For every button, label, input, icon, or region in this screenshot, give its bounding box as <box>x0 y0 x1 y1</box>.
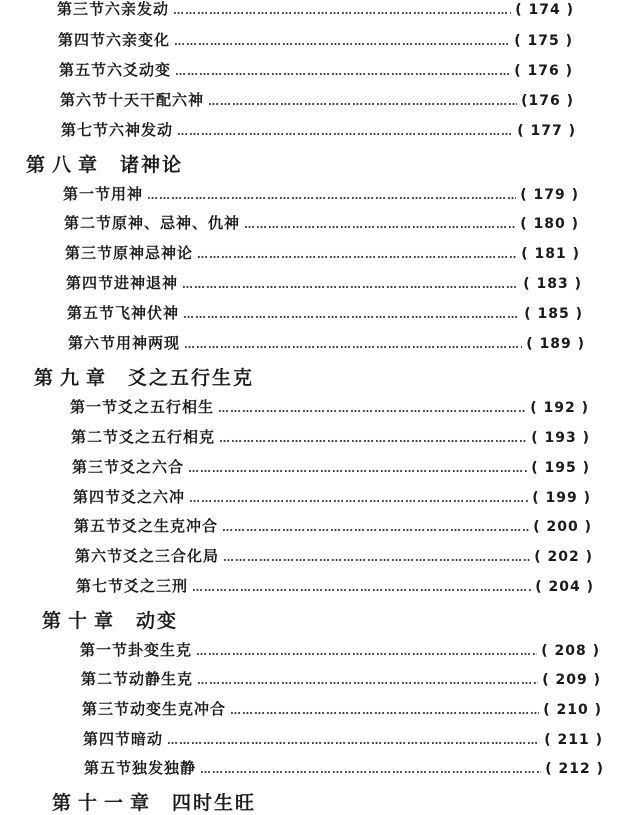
toc-section-row[interactable] <box>64 212 579 233</box>
section-title: 独发独静 <box>132 759 197 777</box>
dot-leader <box>218 402 526 415</box>
page-number: ( 177 ) <box>517 123 576 139</box>
section-title: 暗动 <box>131 730 164 748</box>
section-number: 第三节 <box>57 0 106 18</box>
page-number: ( 209 ) <box>542 672 601 688</box>
page-number: ( 175 ) <box>514 33 573 49</box>
toc-chapter-heading[interactable] <box>34 363 254 390</box>
section-number: 第四节 <box>66 274 115 292</box>
section-title: 动静生克 <box>129 670 194 688</box>
chapter-title: 动变 <box>136 610 179 632</box>
toc-section-row[interactable] <box>82 698 602 719</box>
section-title: 六亲变化 <box>106 31 171 49</box>
section-number: 第一节 <box>63 185 112 203</box>
section-title: 十天干配六神 <box>108 91 205 109</box>
section-number: 第七节 <box>76 577 125 595</box>
toc-section-row[interactable] <box>74 515 592 536</box>
toc-section-row[interactable] <box>58 29 573 50</box>
section-number: 第六节 <box>68 334 117 352</box>
section-number: 第六节 <box>75 547 124 565</box>
dot-leader <box>192 581 531 594</box>
toc-section-row[interactable] <box>60 89 574 110</box>
toc-section-row[interactable] <box>57 0 574 19</box>
toc-section-row[interactable] <box>66 272 582 293</box>
section-title: 爻之三刑 <box>124 577 189 595</box>
toc-section-row[interactable] <box>76 575 594 596</box>
toc-section-row[interactable] <box>84 757 604 778</box>
toc-section-row[interactable] <box>72 456 590 477</box>
dot-leader <box>175 65 510 78</box>
page-number: ( 202 ) <box>534 549 593 565</box>
page-number: ( 189 ) <box>526 336 585 352</box>
chapter-title: 诸神论 <box>120 154 184 176</box>
toc-section-row[interactable] <box>71 426 590 447</box>
section-number: 第七节 <box>61 121 110 139</box>
dot-leader <box>197 674 538 687</box>
page-number: ( 200 ) <box>533 519 592 535</box>
section-title: 六爻动变 <box>107 61 172 79</box>
toc-section-row[interactable] <box>80 639 600 660</box>
dot-leader <box>173 4 511 17</box>
page-number: ( 193 ) <box>531 430 590 446</box>
dot-leader <box>183 308 520 321</box>
section-number: 第五节 <box>74 517 123 535</box>
chapter-title: 爻之五行生克 <box>128 367 255 389</box>
page-number: ( 211 ) <box>544 732 603 748</box>
dot-leader <box>182 278 519 291</box>
section-number: 第五节 <box>67 304 116 322</box>
section-number: 第一节 <box>80 641 129 659</box>
page-number: ( 199 ) <box>532 490 591 506</box>
toc-section-row[interactable] <box>83 728 603 749</box>
page-number: ( 176 ) <box>514 63 573 79</box>
section-title: 爻之五行相生 <box>118 398 215 416</box>
page-number: ( 174 ) <box>515 2 574 18</box>
section-number: 第五节 <box>84 759 133 777</box>
chapter-number: 第十一章 <box>52 792 157 814</box>
section-number: 第三节 <box>72 458 121 476</box>
dot-leader <box>188 462 527 475</box>
dot-leader <box>208 95 517 108</box>
section-number: 第三节 <box>65 244 114 262</box>
toc-chapter-heading[interactable] <box>42 606 178 633</box>
dot-leader <box>174 35 510 48</box>
dot-leader <box>177 125 513 138</box>
toc-section-row[interactable] <box>61 119 576 140</box>
page-number: ( 181 ) <box>521 246 580 262</box>
section-title: 动变生克冲合 <box>130 700 227 718</box>
chapter-number: 第十章 <box>42 610 121 632</box>
section-number: 第一节 <box>70 398 119 416</box>
section-number: 第二节 <box>64 214 113 232</box>
section-number: 第二节 <box>71 428 120 446</box>
dot-leader <box>200 763 541 776</box>
page-number: ( 208 ) <box>541 643 600 659</box>
dot-leader <box>219 432 527 445</box>
page-number: ( 195 ) <box>531 460 590 476</box>
section-number: 第四节 <box>73 488 122 506</box>
dot-leader <box>189 492 528 505</box>
page-number: ( 204 ) <box>535 579 594 595</box>
toc-chapter-heading[interactable] <box>52 788 256 815</box>
section-number: 第三节 <box>82 700 131 718</box>
chapter-title: 四时生旺 <box>172 792 257 814</box>
dot-leader <box>197 248 517 261</box>
toc-chapter-heading[interactable] <box>26 150 183 177</box>
toc-section-row[interactable] <box>59 59 573 80</box>
section-title: 用神 <box>111 185 144 203</box>
page-number: ( 210 ) <box>543 702 602 718</box>
toc-section-row[interactable] <box>70 396 589 417</box>
dot-leader <box>167 734 540 747</box>
page-number: ( 192 ) <box>530 400 589 416</box>
dot-leader <box>230 704 539 717</box>
section-title: 爻之六冲 <box>121 488 186 506</box>
section-title: 飞神伏神 <box>115 304 180 322</box>
section-title: 六神发动 <box>109 121 174 139</box>
dot-leader <box>196 645 537 658</box>
section-title: 爻之三合化局 <box>123 547 220 565</box>
toc-section-row[interactable] <box>81 668 601 689</box>
chapter-number: 第八章 <box>26 154 105 176</box>
section-number: 第六节 <box>60 91 109 109</box>
toc-section-row[interactable] <box>75 545 593 566</box>
page-number: ( 183 ) <box>523 276 582 292</box>
toc-section-row[interactable] <box>68 332 585 353</box>
section-title: 用神两现 <box>116 334 181 352</box>
page-number: ( 212 ) <box>545 761 604 777</box>
dot-leader <box>222 521 529 534</box>
section-title: 原神忌神论 <box>113 244 194 262</box>
toc-section-row[interactable] <box>73 486 591 507</box>
page-number: ( 179 ) <box>520 187 579 203</box>
section-title: 卦变生克 <box>128 641 193 659</box>
toc-section-row[interactable] <box>67 302 583 323</box>
toc-section-row[interactable] <box>65 242 580 263</box>
section-title: 爻之五行相克 <box>119 428 216 446</box>
section-title: 爻之生克冲合 <box>122 517 219 535</box>
section-number: 第四节 <box>58 31 107 49</box>
page-number: ( 185 ) <box>524 306 583 322</box>
section-title: 原神、忌神、仇神 <box>112 214 241 232</box>
section-number: 第四节 <box>83 730 132 748</box>
dot-leader <box>147 189 516 202</box>
section-number: 第五节 <box>59 61 108 79</box>
dot-leader <box>244 218 516 231</box>
page-number: ( 180 ) <box>520 216 579 232</box>
dot-leader <box>223 551 530 564</box>
chapter-number: 第九章 <box>34 367 113 389</box>
section-title: 爻之六合 <box>120 458 185 476</box>
page-number: (176 ) <box>521 93 574 109</box>
section-title: 进神退神 <box>114 274 179 292</box>
dot-leader <box>184 338 522 351</box>
section-number: 第二节 <box>81 670 130 688</box>
section-title: 六亲发动 <box>105 0 170 18</box>
toc-section-row[interactable] <box>63 183 579 204</box>
